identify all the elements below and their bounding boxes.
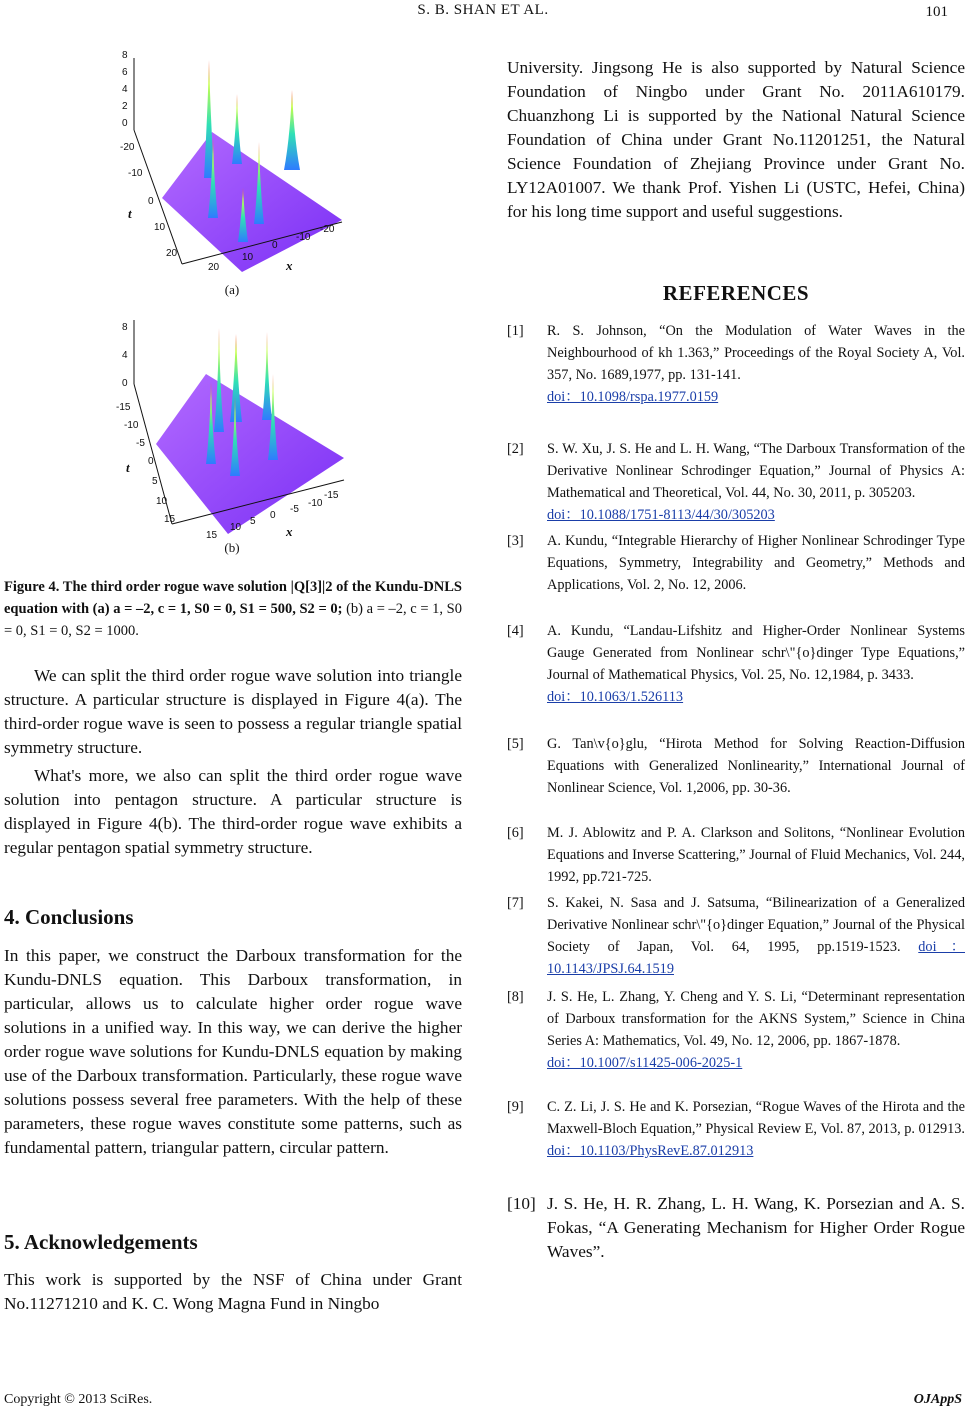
t-tick: 0: [148, 196, 154, 207]
ref-text: G. Tan\v{o}glu, “Hirota Method for Solving Reaction-Diffusion Equations with Generalized Nonlinearity,” International Journal of Nonlinear Science, Vol. 1,2006, pp. 30-36.: [547, 736, 965, 796]
caption-bold: Figure 4. The third order rogue wave solution |Q[3]|2 of the Kundu-DNLS equation with (a) a = –2, c = 1, S0 = 0, S1 = 500, S2 = 0;: [4, 579, 462, 617]
reference-6: [507, 822, 965, 888]
paragraph-acknowledgements-cont: University. Jingsong He is also supported by Natural Science Foundation of Ningbo under Grant No. 2011A610179. Chuanzhong Li is supported by the National Natural Science Foundation of China under Grant No.11201251, the Natural Science Foundation of Zhejiang Province under Grant No. LY12A01007. We thank Prof. Yishen Li (USTC, Hefei, China) for his long time support and useful suggestions.: [507, 58, 965, 221]
ref-num: [5]: [507, 736, 524, 752]
reference-3: [507, 530, 965, 596]
ref-num: [9]: [507, 1099, 524, 1115]
x-tick: -10: [296, 232, 311, 243]
paragraph-conclusions: In this paper, we construct the Darboux transformation for the Kundu-DNLS equation. This Darboux transformation, in particular, allows us to calculate higher order rogue wave solutions in a unified way. In this way, we can derive the higher order rogue wave solutions for Kundu-DNLS equation by making use of the Darboux transformation. Particularly, these rogue wave solutions possess several free parameters. With the help of these parameters, these rogue waves constitute some patterns, such as fundamental pattern, triangular pattern, circular pattern.: [4, 946, 462, 1157]
x-tick: -20: [320, 224, 335, 235]
footer-copyright: Copyright © 2013 SciRes.: [4, 1392, 153, 1407]
x-tick: 20: [208, 262, 220, 273]
x-tick: -15: [324, 490, 339, 501]
x-axis-label: x: [286, 258, 293, 273]
peak: [230, 334, 242, 422]
x-tick: 5: [250, 516, 256, 527]
x-tick: 15: [206, 530, 218, 540]
ref-num: [6]: [507, 825, 524, 841]
ref-doi-link[interactable]: doi：10.1143/JPSJ.64.1519: [547, 939, 965, 977]
t-tick: 20: [166, 248, 178, 259]
reference-1: [507, 320, 965, 408]
z-tick: 8: [122, 322, 128, 333]
ref-text: M. J. Ablowitz and P. A. Clarkson and Solitons, “Nonlinear Evolution Equations and Inverse Scattering,” Journal of Fluid Mechanics, Vol. 244, 1992, pp.721-725.: [547, 825, 965, 885]
t-tick: 15: [164, 514, 176, 525]
t-axis-label: t: [128, 206, 132, 221]
x-tick: 10: [242, 252, 254, 263]
ref-text: A. Kundu, “Landau-Lifshitz and Higher-Order Nonlinear Systems Gauge Generated from Nonlinear schr\"{o}dinger Type Equations,” Journal of Mathematical Physics, Vol. 25, No. 12,1984, p. 3433.: [547, 623, 965, 683]
t-tick: -15: [116, 402, 131, 413]
ref-text: S. Kakei, N. Sasa and J. Satsuma, “Bilinearization of a Generalized Derivative Nonlinear schr\"{o}dinger Equation,” Journal of the Physical Society of Japan, Vol. 64, 1995, pp.1519-1523.: [547, 895, 965, 955]
figure-4b: [112, 312, 352, 556]
z-tick: 6: [122, 67, 128, 78]
reference-7: [507, 892, 965, 980]
reference-4: [507, 620, 965, 708]
section-heading-acknowledgements: [4, 1230, 198, 1255]
caption-rest: (b) a = –2, c = 1, S0 = 0, S1 = 0, S2 = 1000.: [4, 601, 463, 639]
ref-text: J. S. He, H. R. Zhang, L. H. Wang, K. Porsezian and A. S. Fokas, “A Generating Mechanism for Higher Order Rogue Waves”.: [547, 1194, 965, 1261]
figure-4b-label: (b): [224, 540, 240, 555]
t-tick: -5: [136, 438, 145, 449]
ref-num: [7]: [507, 895, 524, 911]
surface-plane: [156, 374, 344, 534]
ref-text: C. Z. Li, J. S. He and K. Porsezian, “Rogue Waves of the Hirota and the Maxwell-Bloch Equation,” Physical Review E, Vol. 87, 2013, p. 012913.: [547, 1099, 966, 1137]
reference-10: [507, 1192, 965, 1264]
peak: [232, 94, 242, 164]
ref-doi-link[interactable]: doi：10.1088/1751-8113/44/30/305203: [547, 507, 775, 523]
t-tick: -20: [120, 142, 135, 153]
page-number: 101: [925, 4, 948, 20]
t-tick: 10: [156, 496, 168, 507]
running-header: S. B. SHAN ET AL.: [417, 2, 549, 18]
x-tick: -5: [290, 504, 299, 515]
ref-num: [1]: [507, 323, 524, 339]
ref-text: R. S. Johnson, “On the Modulation of Water Waves in the Neighbourhood of kh 1.363,” Proceedings of the Royal Society A, Vol. 357, No. 1689,1977, pp. 131-141.: [547, 323, 965, 383]
z-tick: 4: [122, 84, 128, 95]
z-tick: 4: [122, 350, 128, 361]
x-tick: 0: [270, 510, 276, 521]
ref-num: [2]: [507, 441, 524, 457]
paragraph-triangle: We can split the third order rogue wave solution into triangle structure. A particular structure is displayed in Figure 4(a). The third-order rogue wave is seen to possess a regular triangle spatial symmetry structure.: [4, 666, 462, 757]
z-tick: 0: [122, 118, 128, 129]
t-axis-label: t: [126, 460, 130, 475]
reference-5: [507, 733, 965, 799]
z-tick: 0: [122, 378, 128, 389]
figure-4a: [112, 42, 352, 298]
reference-8: [507, 986, 965, 1074]
t-tick: -10: [124, 420, 139, 431]
z-tick: 8: [122, 50, 128, 61]
references-title: REFERENCES: [662, 281, 810, 305]
section-4-title: 4. Conclusions: [4, 905, 134, 929]
ref-num: [8]: [507, 989, 524, 1005]
ref-doi-link[interactable]: doi：10.1098/rspa.1977.0159: [547, 389, 719, 405]
x-tick: 0: [272, 240, 278, 251]
reference-9: [507, 1096, 965, 1162]
t-tick: 5: [152, 476, 158, 487]
peak: [284, 90, 300, 170]
section-heading-conclusions: [4, 905, 134, 930]
peak: [262, 332, 272, 420]
figure-4-caption: [4, 576, 462, 642]
ref-num: [4]: [507, 623, 524, 639]
ref-num: [10]: [507, 1194, 536, 1213]
figure-4a-label: (a): [224, 282, 240, 297]
figure-4a-plot: [112, 42, 352, 282]
ref-text: A. Kundu, “Integrable Hierarchy of Higher Nonlinear Schrodinger Type Equations, Symmetry, Integrability and Geometry,” Methods and Applications, Vol. 2, No. 12, 2006.: [547, 533, 965, 593]
z-tick: 2: [122, 101, 128, 112]
section-5-title: 5. Acknowledgements: [4, 1230, 198, 1254]
t-tick: 0: [148, 456, 154, 467]
t-tick: -10: [128, 168, 143, 179]
reference-2: [507, 438, 965, 526]
ref-doi-link[interactable]: doi：10.1007/s11425-006-2025-1: [547, 1055, 743, 1071]
x-tick: 10: [230, 522, 242, 533]
x-axis-label: x: [286, 524, 293, 539]
ref-doi-link[interactable]: doi：10.1103/PhysRevE.87.012913: [547, 1143, 754, 1159]
footer-journal: OJAppS: [913, 1392, 962, 1407]
paragraph-pentagon: What's more, we also can split the third order rogue wave solution into pentagon structure. A particular structure is displayed in Figure 4(b). The third-order rogue wave exhibits a regular pentagon spatial symmetry structure.: [4, 766, 462, 857]
ref-text: S. W. Xu, J. S. He and L. H. Wang, “The Darboux Transformation of the Derivative Nonlinear Schrodinger Equation,” Journal of Physics A: Mathematical and Theoretical, Vol. 44, No. 30, 2011, p. 305203.: [547, 441, 965, 501]
ref-num: [3]: [507, 533, 524, 549]
x-tick: -10: [308, 498, 323, 509]
surface-plane: [162, 132, 342, 272]
paragraph-acknowledgements: This work is supported by the NSF of China under Grant No.11271210 and K. C. Wong Magna Fund in Ningbo: [4, 1270, 462, 1313]
t-tick: 10: [154, 222, 166, 233]
ref-doi-link[interactable]: doi：10.1063/1.526113: [547, 689, 684, 705]
ref-text: J. S. He, L. Zhang, Y. Cheng and Y. S. Li, “Determinant representation of Darboux transformation for the AKNS System,” Science in China Series A: Mathematics, Vol. 49, No. 12, 2006, pp. 1867-1878.: [547, 989, 965, 1049]
figure-4b-plot: [112, 312, 352, 540]
